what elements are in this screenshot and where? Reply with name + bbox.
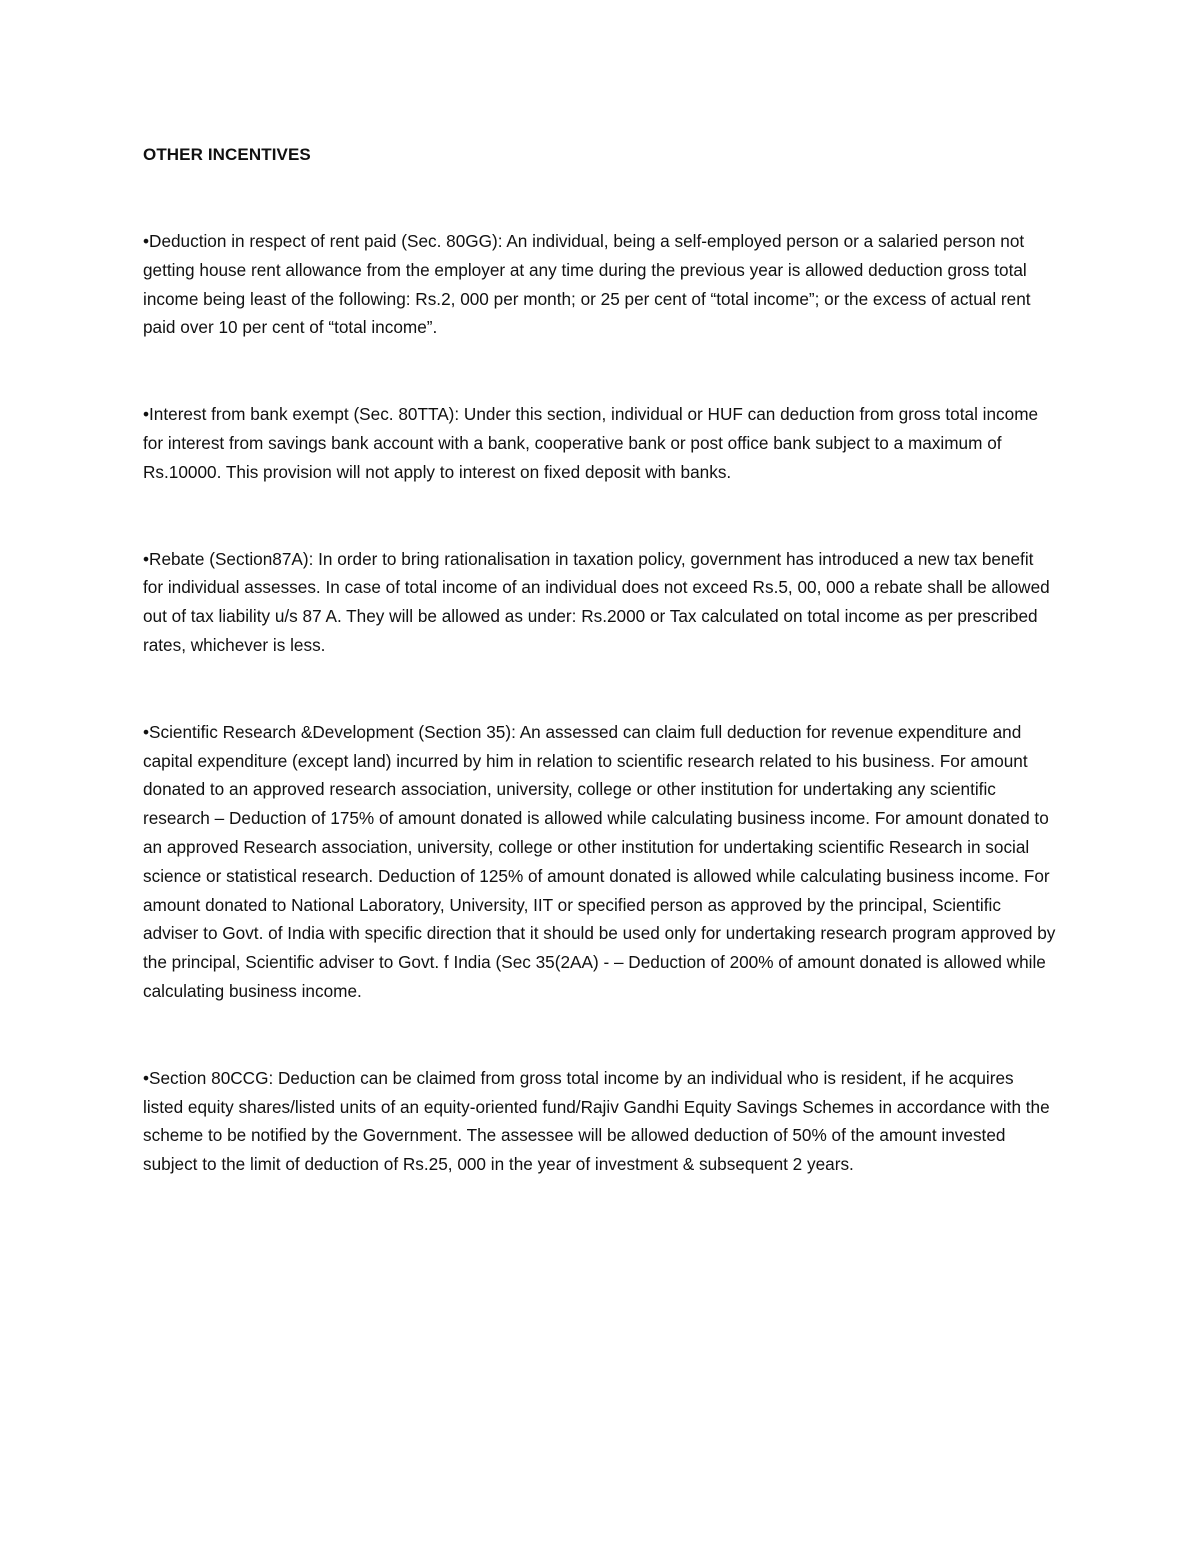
bullet-icon: • bbox=[143, 721, 150, 742]
paragraph-text: Deduction in respect of rent paid (Sec. 80GG): An individual, being a self-employed person or a salaried person not getting house rent allowance from the employer at any time during the previous year is allowed deduction gross total income being least of the following: Rs.2, 000 per month; or 25 per cent of “total income”; or the excess of actual rent paid over 10 per cent of “total income”. bbox=[143, 231, 1031, 338]
paragraph-sec-87a bbox=[143, 545, 1058, 660]
paragraph-text: Rebate (Section87A): In order to bring rationalisation in taxation policy, government has introduced a new tax benefit for individual assesses. In case of total income of an individual does not exceed Rs.5, 00, 000 a rebate shall be allowed out of tax liability u/s 87 A. They will be allowed as under: Rs.2000 or Tax calculated on total income as per prescribed rates, whichever is less. bbox=[143, 548, 1050, 655]
paragraph-text: Section 80CCG: Deduction can be claimed from gross total income by an individual who is resident, if he acquires listed equity shares/listed units of an equity-oriented fund/Rajiv Gandhi Equity Savings Schemes in accordance with the scheme to be notified by the Government. The assessee will be allowed deduction of 50% of the amount invested subject to the limit of deduction of Rs.25, 000 in the year of investment & subsequent 2 years. bbox=[143, 1067, 1050, 1175]
paragraph-sec-80ccg bbox=[143, 1064, 1058, 1179]
paragraph-sec-80gg bbox=[143, 227, 1058, 342]
paragraph-text: Interest from bank exempt (Sec. 80TTA): Under this section, individual or HUF can deduction from gross total income for interest from savings bank account with a bank, cooperative bank or post office bank subject to a maximum of Rs.10000. This provision will not apply to interest on fixed deposit with banks. bbox=[143, 404, 1039, 482]
document-heading: OTHER INCENTIVES bbox=[143, 145, 311, 164]
bullet-icon: • bbox=[143, 231, 150, 251]
bullet-icon: • bbox=[143, 548, 150, 569]
paragraph-sec-35 bbox=[143, 718, 1058, 1006]
bullet-icon: • bbox=[143, 404, 150, 425]
paragraph-text: Scientific Research &Development (Section 35): An assessed can claim full deduction for revenue expenditure and capital expenditure (except land) incurred by him in relation to scientific research related to his business. For amount donated to an approved research association, university, college or other institution for undertaking any scientific research – Deduction of 175% of amount donated is allowed while calculating business income. For amount donated to an approved Research association, university, college or other institution for undertaking scientific Research in social science or statistical research. Deduction of 125% of amount donated is allowed while calculating business income. For amount donated to National Laboratory, University, IIT or specified person as approved by the principal, Scientific adviser to Govt. of India with specific direction that it should be used only for undertaking research program approved by the principal, Scientific adviser to Govt. f India (Sec 35(2AA) - – Deduction of 200% of amount donated is allowed while calculating business income. bbox=[143, 721, 1056, 1001]
bullet-icon: • bbox=[143, 1067, 150, 1088]
paragraph-sec-80tta bbox=[143, 400, 1058, 486]
document-body bbox=[143, 140, 1058, 1237]
